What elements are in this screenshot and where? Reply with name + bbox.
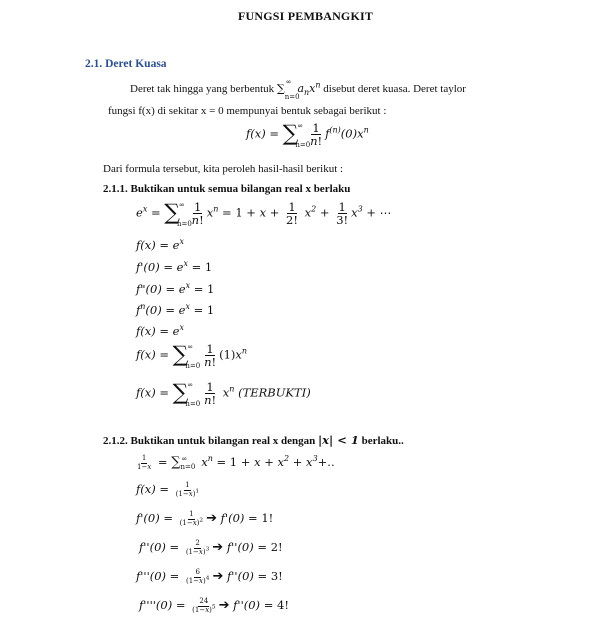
paragraph-results: Dari formula tersebut, kita peroleh hasil-hasil berikut : <box>103 163 344 175</box>
deriv-0: f(x) = $\frac{1}{(1-x)^1}$ <box>136 481 200 498</box>
result-value: 4! <box>277 598 289 612</box>
geometric-series-formula: $\frac{1}{1-x}$ = $\sum_{n=0}^\infty$ $x^n = 1 + x + x^2 + x^3+$.. <box>137 454 335 471</box>
result-value: 3! <box>270 569 283 583</box>
result-value: 1! <box>261 511 274 525</box>
line-text: f(x) = e <box>136 324 180 338</box>
deriv-2: f''(0) = $\frac{2}{(1-x)^3}$ ➔ f''(0) = 2! <box>139 539 283 556</box>
line-text: f <box>136 303 141 317</box>
exp-series-formula: $e^x = \sum_{n=0}^\infty$ $\frac{1}{n!}$ $x^n = 1 + x$ + $\frac{1}{2!}$ $x^2$ + $\frac{1}{3!}$ $x^3$ + ⋯ <box>136 200 392 228</box>
sum-formula-proven: $f(x) = \sum_{n=0}^\infty$ $\frac{1}{n!}$ $x^n$ (TERBUKTI) <box>136 380 311 408</box>
line-text: f(x) = e <box>136 238 180 252</box>
proven-label: (TERBUKTI) <box>238 385 311 400</box>
subsection-title: Buktikan untuk bilangan real x dengan <box>130 435 316 447</box>
subsection-title: Buktikan untuk semua bilangan real x berlaku <box>130 183 351 195</box>
subsection-number: 2.1.2. <box>103 435 128 447</box>
line-f1-0: $f'(0) = e^x = 1$ <box>136 259 213 274</box>
subsection-heading-2: 2.1.2. Buktikan untuk bilangan real x dengan |x| < 1 berlaku.. <box>103 433 404 447</box>
line-f2-0: f"(0) = $e^x = 1$ <box>136 281 215 296</box>
paragraph-taylor: fungsi f(x) di sekitar x = 0 mempunyai bentuk sebagai berikut : <box>108 105 387 117</box>
paragraph-text: disebut deret kuasa. Deret taylor <box>323 83 466 95</box>
section-title: Deret Kuasa <box>105 58 167 70</box>
line-text: f'(0) = e <box>136 260 184 274</box>
power-series-formula: $\sum_{n=0}^\infty$ $a_nx^n$ <box>276 78 321 102</box>
deriv-3: f'''(0) = $\frac{6}{(1-x)^4}$ ➔ f''(0) = 3! <box>136 568 283 585</box>
line-fn-0: $f^n(0) = e^x = 1$ <box>136 302 215 317</box>
page-title: FUNGSI PEMBANGKIT <box>238 9 374 23</box>
subsection-number: 2.1.1. <box>103 183 128 195</box>
taylor-formula: $f(x) = \sum_{n=0}^\infty$ $\frac{1}{n!}$ $f^{(n)}(0)x^n$ <box>246 121 369 149</box>
paragraph-text: Deret tak hingga yang berbentuk <box>130 83 275 95</box>
deriv-1: f'(0) = $\frac{1}{(1-x)^2}$ ➔ f'(0) = 1! <box>136 510 274 527</box>
result-value: 2! <box>270 540 283 554</box>
subsection-heading-1 <box>103 183 350 195</box>
paragraph-power-series <box>130 78 466 102</box>
section-heading <box>85 58 167 70</box>
subsection-title-end: berlaku.. <box>361 435 404 447</box>
section-number: 2.1. <box>85 58 103 70</box>
deriv-4: f''''(0) = $\frac{24}{(1-x)^5}$ ➔ f''(0) = 4! <box>139 597 289 614</box>
line-text: f"(0) = e <box>136 282 186 296</box>
line-fx-exp-2: $f(x) = e^x$ <box>136 323 184 338</box>
sum-formula-1: $f(x) = \sum_{n=0}^\infty$ $\frac{1}{n!}$ $(1)x^n$ <box>136 342 248 370</box>
line-fx-exp: $f(x) = e^x$ <box>136 237 184 252</box>
